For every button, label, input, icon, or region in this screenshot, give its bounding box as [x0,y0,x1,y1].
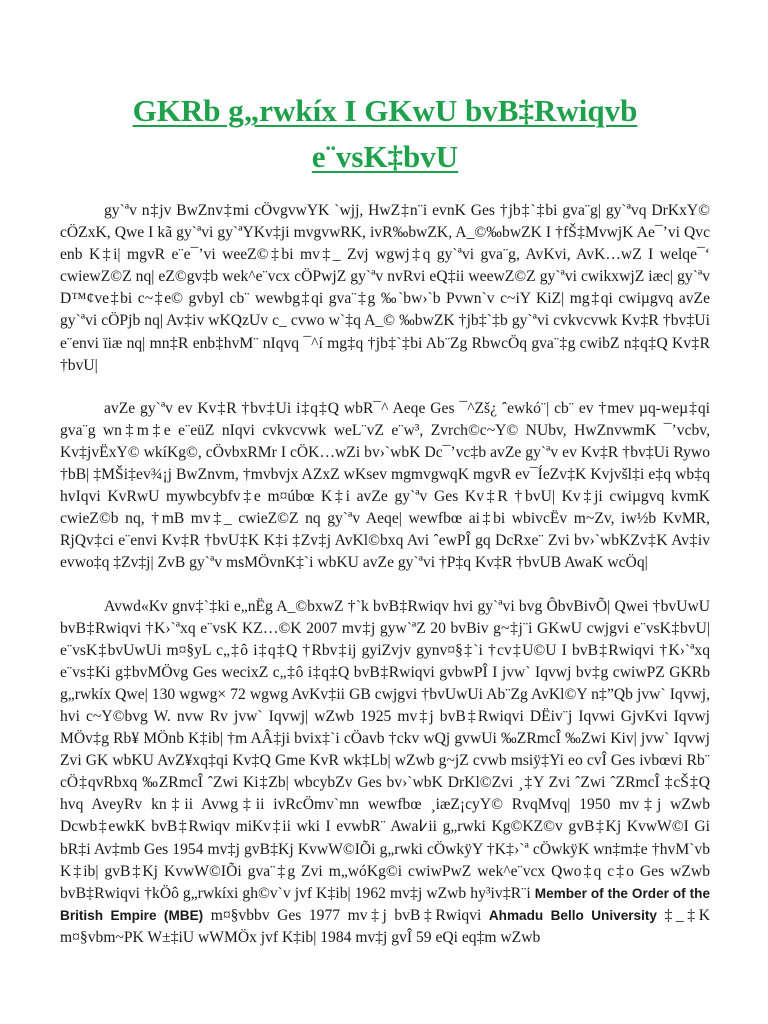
title-line-2: e¨vsK‡bvU [311,139,459,174]
english-award-phrase: Member of the Order of the British Empire (MBE) [60,885,710,923]
paragraph-1: gy`ªv n‡jv BwZnv‡mi cÖvgvwYK `wjj, HwZ‡n¨i evnK Ges †jb‡`‡bi gva¨g| gy`ªvq DrKxY© cÖZxK, Qwe I kã gy`ªvi gy`ªYKv‡ji mvgvwRK, ivR‰bwZK, A_©‰bwZK I †fŠ‡MvwjK Ae¯’vi Qvc enb K‡i| mgvR e¨e¯’vi weeZ©‡bi mv‡_ Zvj wgwj‡q gy`ªvi gva¨g, AvKvi, AvK…wZ I welqe¯‘ cwiewZ©Z nq| eZ©gv‡b wek^e¨vcx cÖPwjZ gy`ªv nvRvi eQ‡ii weewZ©Z gy`ªvi cwikxwjZ iæc| gy`ªv D™¢ve‡bi c~‡e© gvbyl cb¨ wewbg‡qi gva¨‡g ‰`bw›`b Pvwn`v c~iY KiZ| mg‡qi cwiµgvq avZe gy`ªvi cÖPjb nq| Av‡iv wKQzUv c_ cvwo w`‡q A_© ‰bwZK †jb‡`‡b gy`ªvi cvkvcvwk Kv‡R †bv‡Ui e¨envi ïiæ nq| mn‡R enb‡hvM¨ nIqvq ¯^í mg‡q †jb‡`‡bi Ab¨Zg RbwcÖq gva¨‡g cwibZ n‡q‡Q Kv‡R †bvU| [60,202,710,374]
title-line-1: GKRb g„rwkíx I GKwU bvB‡Rwiqvb [132,93,638,128]
paragraph-2: avZe gy`ªv ev Kv‡R †bv‡Ui i‡q‡Q wbR¯^ Aeqe Ges ¯^Zš¿ ˆewkó¨| cb¨ ev †mev µq-weµ‡qi gva¨g wn‡m‡e e¨eüZ nIqvi cvkvcvwk weL¨vZ e¨w³, Zvrch©c~Y© NUbv, HwZnvwmK ¯’vcbv, Kv‡jvËxY© wkíKg©, cÖvbxRMr I cÖK…wZi bv›`wbK Dc¯’vc‡b avZe gy`ªv ev Kv‡R †bv‡Ui Rywo †bB| ‡MŠi‡ev¾¡j BwZnvm, †mvbvjx AZxZ wKsev mgmvgwqK mgvR ev¯ÍeZv‡K Kvjvšl‡i e‡q wb‡q hvIqvi KvRwU mywbcybfv‡e m¤úbœ K‡i avZe gy`ªv Ges Kv‡R †bvU| Kv‡ji cwiµgvq kvmK cwieZ©b nq, †mB mv‡_ cwieZ©Z nq gy`ªv Aeqe| wewfbœ ai‡bi wbivcËv m~Zv, iw½b KvMR, RjQv‡ci e¨envi Kv‡R †bvU‡K K‡i ‡Zv‡j AvKl©bxq Avi ˆewPÎ gq DcRxe¨ Zvi bv›`wbKZv‡K Av‡iv evwo‡q ‡Zv‡j| ZvB gy`ªv msMÖvnK‡`i wbKU avZe gy`ªvi †P‡q Kv‡R †bvUB AwaK wcÖq| [60,399,710,572]
paragraph-3-text: Avwd«Kv gnv‡`‡ki e„nËg A_©bxwZ †`k bvB‡Rwiqv hvi gy`ªvi bvg ÔbvBivÕ| Qwei †bvUwU bvB‡Rwiqvi †K›`ªxq e¨vsK KZ…©K 2007 mv‡j gyw`ªZ 20 bvBiv g~‡j¨i GKwU cwjgvi e¨vsK‡bvU| e¨vsK‡bvUwUi m¤§yL c„‡ô i‡q‡Q †Rbv‡ij gyiZvjv gynv¤§‡`i †cv‡U©U I bvB‡Rwiqvi †K›`ªxq e¨vs‡Ki g‡bvMÖvg Ges wecixZ c„‡ô i‡q‡Q bvB‡Rwiqvi gvbwPÎ I jvw` Iqvwj bv‡g cwiwPZ GKRb g„rwkíx Qwe| 130 wgwg× 72 wgwg AvKv‡ii GB cwjgvi †bvUwUi Ab¨Zg AvKl©Y n‡”Qb jvw` Iqvwj, hvi c~Y©bvg W. nvw Rv jvw` Iqvwj| wZwb 1925 mv‡j bvB‡Rwiqvi DËiv¨j Iqvwi GjvKvi Iqvwj MÖv‡g Rb¥ MÖnb K‡ib| †m AÂ‡ji bvix‡`i cÖavb †ckv wQj gvwUi ‰ZRmcÎ ‰Zwi Kiv| jvw` Iqvwj Zvi GK wbKU AvZ¥xq‡qi Kv‡Q Gme KvR wk‡Lb| wZwb g~jZ cvwb msiÿ‡Yi eo cvÎ Ges ivbœvi Rb¨ cÖ‡qvRbxq ‰ZRmcÎ ˆZwi Ki‡Zb| wbcybZv Ges bv›`wbK DrKl©Zvi ¸‡Y Zvi ˆZwi ˆZRmcÎ ‡cŠ‡Q hvq AveyRv kn‡ii Avwg‡ii ivRcÖmv`mn wewfbœ ¸iæZ¡cyY© RvqMvq| 1950 mv‡j wZwb Dcwb‡ewkK bvB‡Rwiqv miKv‡ii wki I evwbR¨ Awa߇ii g„rwki Kg©KZ©v gvB‡Kj KvwW©I Gi bR‡i Av‡mb Ges 1954 mv‡j gvB‡Kj KvwW©IÕi g„rwki cÖwkÿY †K‡›`ª cÖwkÿK wn‡m‡e †hvM`vb K‡ib| gvB‡Kj KvwW©IÕi gva¨‡g Zvi m„wóKg©i cwiwPwZ wek^e¨vcx Qwo‡q c‡o Ges wZwb bvB‡Rwiqvi †kÖô g„rwkíxi gh©v`v jvf K‡ib| 1962 mv‡j wZwb hy³iv‡R¨i [60,597,710,902]
document-body [60,200,710,949]
paragraph-3 [60,596,710,950]
paragraph-3-ending: ‡_‡K m¤§vbm~PK W±‡iU wWMÖx jvf K‡ib| 1984 mv‡j gvÎ 59 eQi eq‡m wZwb [60,906,710,946]
english-university-phrase: Ahmadu Bello University [488,907,657,923]
paragraph-3-continuation: m¤§vbbv Ges 1977 mv‡j bvB‡Rwiqvi [203,906,489,924]
document-title [60,88,710,180]
